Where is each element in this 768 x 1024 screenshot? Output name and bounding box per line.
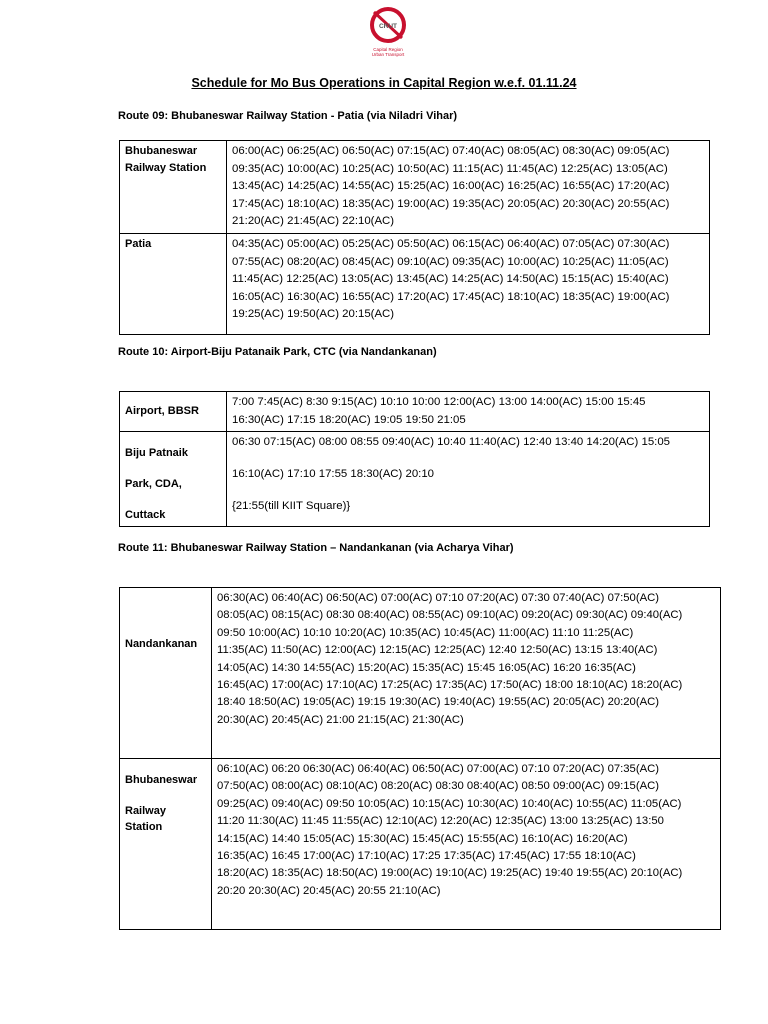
table-row xyxy=(120,588,721,759)
route-10-table xyxy=(119,391,710,527)
crut-logo-mark xyxy=(366,6,410,46)
stop-name: Nandankanan xyxy=(120,588,212,759)
page-title: Schedule for Mo Bus Operations in Capital Region w.e.f. 01.11.24 xyxy=(191,76,577,90)
departure-times: 06:30(AC) 06:40(AC) 06:50(AC) 07:00(AC) 07:10 07:20(AC) 07:30 07:40(AC) 07:50(AC) 08:05(AC) 08:15(AC) 08:30 08:40(AC) 08:55(AC) 09:10(AC) 09:20(AC) 09:30(AC) 09:40(AC) 09:50 10:00(AC) 10:10 10:20(AC) 10:35(AC) 10:45(AC) 11:00(AC) 11:10 11:25(AC) 11:35(AC) 11:50(AC) 12:00(AC) 12:15(AC) 12:25(AC) 12:40 12:50(AC) 13:15 13:40(AC) 14:05(AC) 14:30 14:55(AC) 15:20(AC) 15:35(AC) 15:45 16:05(AC) 16:20 16:35(AC) 16:45(AC) 17:00(AC) 17:10(AC) 17:25(AC) 17:35(AC) 17:50(AC) 18:00 18:10(AC) 18:20(AC) 18:40 18:50(AC) 19:05(AC) 19:15 19:30(AC) 19:40(AC) 19:55(AC) 20:05(AC) 20:20(AC) 20:30(AC) 20:45(AC) 21:00 21:15(AC) 21:30(AC) xyxy=(212,588,721,759)
route-11-heading: Route 11: Bhubaneswar Railway Station – Nandankanan (via Acharya Vihar) xyxy=(118,542,514,554)
table-row xyxy=(120,392,710,432)
route-10-heading: Route 10: Airport-Biju Patanaik Park, CTC (via Nandankanan) xyxy=(118,346,437,358)
stop-name: Biju Patnaik Park, CDA, Cuttack xyxy=(120,432,227,527)
departure-times: 04:35(AC) 05:00(AC) 05:25(AC) 05:50(AC) 06:15(AC) 06:40(AC) 07:05(AC) 07:30(AC) 07:55(AC) 08:20(AC) 08:45(AC) 09:10(AC) 09:35(AC) 10:00(AC) 10:25(AC) 11:05(AC) 11:45(AC) 12:25(AC) 13:05(AC) 13:45(AC) 14:25(AC) 14:50(AC) 15:15(AC) 15:40(AC) 16:05(AC) 16:30(AC) 16:55(AC) 17:20(AC) 17:45(AC) 18:10(AC) 18:35(AC) 19:00(AC) 19:25(AC) 19:50(AC) 20:15(AC) xyxy=(227,233,710,334)
route-09-heading: Route 09: Bhubaneswar Railway Station - Patia (via Niladri Vihar) xyxy=(118,110,458,122)
departure-times: 06:00(AC) 06:25(AC) 06:50(AC) 07:15(AC) 07:40(AC) 08:05(AC) 08:30(AC) 09:05(AC) 09:35(AC) 10:00(AC) 10:25(AC) 10:50(AC) 11:15(AC) 11:45(AC) 12:25(AC) 13:05(AC) 13:45(AC) 14:25(AC) 14:55(AC) 15:25(AC) 16:00(AC) 16:25(AC) 16:55(AC) 17:20(AC) 17:45(AC) 18:10(AC) 18:35(AC) 19:00(AC) 19:35(AC) 20:05(AC) 20:30(AC) 20:55(AC) 21:20(AC) 21:45(AC) 22:10(AC) xyxy=(227,141,710,234)
departure-times: 06:30 07:15(AC) 08:00 08:55 09:40(AC) 10:40 11:40(AC) 12:40 13:40 14:20(AC) 15:05 16:10(AC) 17:10 17:55 18:30(AC) 20:10 {21:55(till KIIT Square)} xyxy=(227,432,710,527)
stop-name: Airport, BBSR xyxy=(120,392,227,432)
table-row xyxy=(120,432,710,527)
departure-times: 06:10(AC) 06:20 06:30(AC) 06:40(AC) 06:50(AC) 07:00(AC) 07:10 07:20(AC) 07:35(AC) 07:50(AC) 08:00(AC) 08:10(AC) 08:20(AC) 08:30 08:40(AC) 08:50 09:00(AC) 09:15(AC) 09:25(AC) 09:40(AC) 09:50 10:05(AC) 10:15(AC) 10:30(AC) 10:40(AC) 10:55(AC) 11:05(AC) 11:20 11:30(AC) 11:45 11:55(AC) 12:10(AC) 12:20(AC) 12:35(AC) 13:00 13:25(AC) 13:50 14:15(AC) 14:40 15:05(AC) 15:30(AC) 15:45(AC) 15:55(AC) 16:10(AC) 16:20(AC) 16:35(AC) 16:45 17:00(AC) 17:10(AC) 17:25 17:35(AC) 17:45(AC) 17:55 18:10(AC) 18:20(AC) 18:35(AC) 18:50(AC) 19:00(AC) 19:10(AC) 19:25(AC) 19:40 19:55(AC) 20:10(AC) 20:20 20:30(AC) 20:45(AC) 20:55 21:10(AC) xyxy=(212,759,721,930)
stop-name: Bhubaneswar Railway Station xyxy=(120,141,227,234)
table-row xyxy=(120,141,710,234)
logo-text: CRUT xyxy=(378,23,398,30)
table-row xyxy=(120,233,710,334)
route-09-table xyxy=(119,140,710,335)
logo-subtitle: Capital Region Urban Transport xyxy=(371,47,405,57)
crut-logo xyxy=(362,6,414,76)
departure-times: 7:00 7:45(AC) 8:30 9:15(AC) 10:10 10:00 12:00(AC) 13:00 14:00(AC) 15:00 15:45 16:30(AC) 17:15 18:20(AC) 19:05 19:50 21:05 xyxy=(227,392,710,432)
table-row xyxy=(120,759,721,930)
route-11-table xyxy=(119,587,721,930)
stop-name: Patia xyxy=(120,233,227,334)
stop-name: Bhubaneswar Railway Station xyxy=(120,759,212,930)
